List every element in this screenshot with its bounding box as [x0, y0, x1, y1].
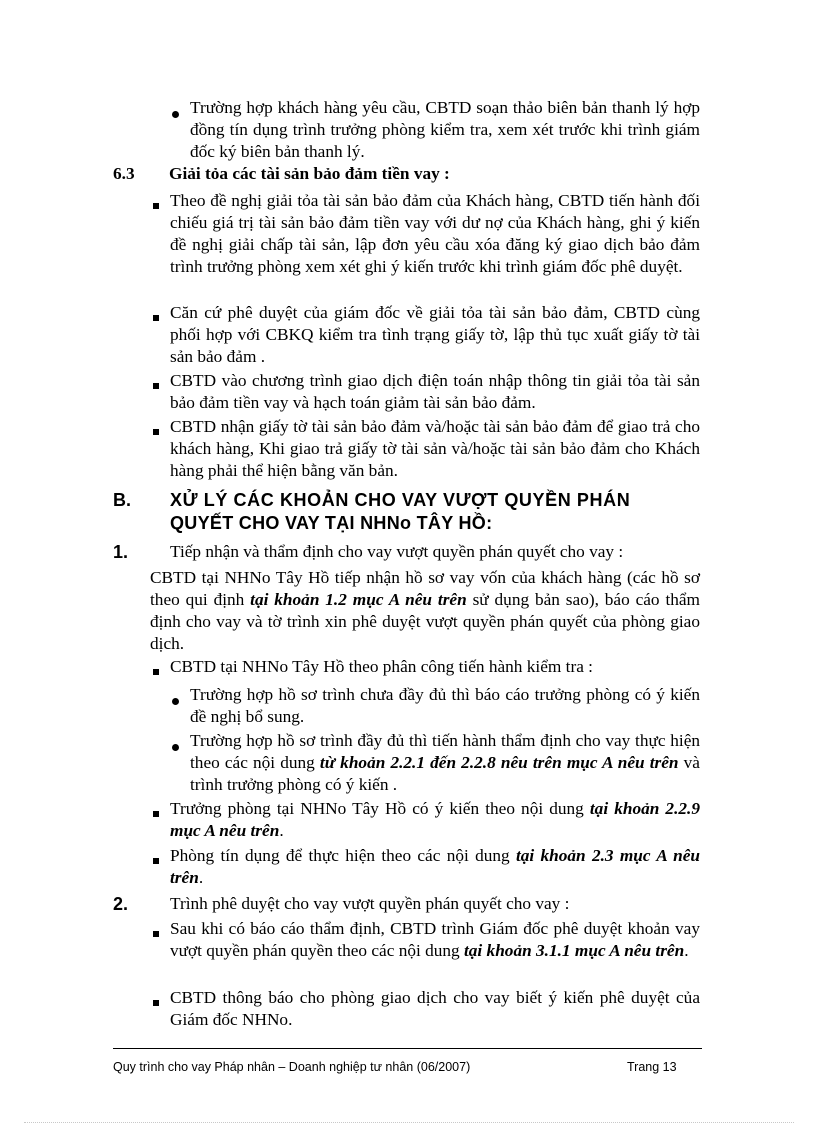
list-item [150, 190, 700, 278]
bullet-dot-icon [172, 698, 179, 705]
list-item [168, 730, 700, 796]
list-item-text: Sau khi có báo cáo thẩm định, CBTD trình Giám đốc phê duyệt khoản vay vượt quyền phán quyền theo các nội dung [170, 919, 700, 960]
footer-title: Quy trình cho vay Pháp nhân – Doanh nghiệp tư nhân (06/2007) [113, 1060, 471, 1074]
list-item-text: CBTD vào chương trình giao dịch điện toán nhập thông tin giải tỏa tài sản bảo đảm tiền vay và hạch toán giảm tài sản bảo đảm. [170, 371, 700, 412]
footer-divider [113, 1048, 702, 1049]
list-item [150, 416, 700, 482]
list-item [150, 656, 700, 678]
list-item [168, 97, 700, 163]
list-item [150, 918, 700, 962]
list-item-text: Trường hợp khách hàng yêu cầu, CBTD soạn thảo biên bản thanh lý hợp đồng tín dụng trình trưởng phòng kiểm tra, xem xét trước khi trình giám đốc ký biên bản thanh lý. [190, 98, 700, 161]
list-item [150, 370, 700, 414]
list-item-text: CBTD tại NHNo Tây Hồ theo phân công tiến hành kiểm tra : [170, 657, 593, 676]
reference-text: tại khoản 3.1.1 mục A nêu trên [463, 941, 685, 960]
reference-text: từ khoản 2.2.1 đến 2.2.8 nêu trên mục A nêu trên [319, 753, 679, 772]
section-title-line: QUYẾT CHO VAY TẠI NHNo TÂY HỒ: [170, 513, 493, 533]
subsection-number: 1. [113, 542, 129, 562]
list-item-text: Trưởng phòng tại NHNo Tây Hồ có ý kiến theo nội dung [170, 799, 590, 818]
list-item [150, 845, 700, 889]
bullet-square-icon [153, 429, 159, 435]
reference-text: tại khoản 2.3 mục A nêu trên [170, 846, 700, 887]
paragraph-text: sử dụng bản sao), báo cáo thẩm định cho vay và tờ trình xin phê duyệt vượt quyền phán quyết của phòng giao dịch. [150, 590, 700, 653]
list-item [150, 987, 700, 1031]
bullet-square-icon [153, 383, 159, 389]
page-number: Trang 13 [627, 1060, 677, 1074]
list-item-text: Theo đề nghị giải tỏa tài sản bảo đảm của Khách hàng, CBTD tiến hành đối chiếu giá trị tài sản bảo đảm tiền vay với dư nợ của Khách hàng, ghi ý kiến đề nghị giải chấp tài sản, lập đơn yêu cầu xóa đăng ký giao dịch bảo đảm trình trưởng phòng xem xét ghi ý kiến trước khi trình giám đốc phê duyệt. [170, 191, 700, 276]
bullet-square-icon [153, 858, 159, 864]
list-item-text: . [198, 868, 204, 887]
list-item-text: Trường hợp hồ sơ trình chưa đầy đủ thì báo cáo trưởng phòng có ý kiến đề nghị bổ sung. [190, 685, 700, 726]
bullet-square-icon [153, 315, 159, 321]
list-item [150, 798, 700, 842]
paragraph-text: CBTD tại NHNo Tây Hồ tiếp nhận hồ sơ vay vốn của khách hàng (các hồ sơ theo qui định [150, 568, 700, 609]
paragraph [150, 567, 700, 655]
section-number: B. [113, 490, 131, 510]
list-item [168, 684, 700, 728]
list-item-text: CBTD nhận giấy tờ tài sản bảo đảm và/hoặc tài sản bảo đảm để giao trả cho khách hàng, Khi giao trả giấy tờ tài sản và/hoặc tài sản bảo đảm cho Khách hàng phải thể hiện bằng văn bản. [170, 417, 700, 480]
reference-text: tại khoản 2.2.9 mục A nêu trên [170, 799, 700, 840]
list-item-text: và trình trưởng phòng có ý kiến . [190, 753, 700, 794]
reference-text: tại khoản 1.2 mục A nêu trên [250, 590, 467, 609]
list-item-text: Trường hợp hồ sơ trình đầy đủ thì tiến hành thẩm định cho vay thực hiện theo các nội dung [190, 731, 700, 772]
section-title: Giải tỏa các tài sản bảo đảm tiền vay : [169, 164, 450, 183]
bullet-square-icon [153, 931, 159, 937]
list-item-text: Phòng tín dụng để thực hiện theo các nội dung [170, 846, 516, 865]
list-item [150, 302, 700, 368]
subsection-title: Trình phê duyệt cho vay vượt quyền phán quyết cho vay : [170, 894, 570, 913]
subsection-number: 2. [113, 894, 129, 914]
bullet-square-icon [153, 203, 159, 209]
bullet-dot-icon [172, 744, 179, 751]
section-title-line: XỬ LÝ CÁC KHOẢN CHO VAY VƯỢT QUYỀN PHÁN [170, 490, 631, 510]
list-item-text: CBTD thông báo cho phòng giao dịch cho vay biết ý kiến phê duyệt của Giám đốc NHNo. [170, 988, 700, 1029]
subsection-title: Tiếp nhận và thẩm định cho vay vượt quyền phán quyết cho vay : [170, 542, 624, 561]
bullet-dot-icon [172, 111, 179, 118]
bullet-square-icon [153, 811, 159, 817]
bullet-square-icon [153, 669, 159, 675]
list-item-text: Căn cứ phê duyệt của giám đốc về giải tỏa tài sản bảo đảm, CBTD cùng phối hợp với CBKQ kiểm tra tình trạng giấy tờ, lập thủ tục xuất giấy tờ tài sản bảo đảm . [170, 303, 700, 366]
section-number: 6.3 [113, 164, 135, 183]
bullet-square-icon [153, 1000, 159, 1006]
list-item-text: . [279, 821, 284, 840]
list-item-text: . [684, 941, 689, 960]
